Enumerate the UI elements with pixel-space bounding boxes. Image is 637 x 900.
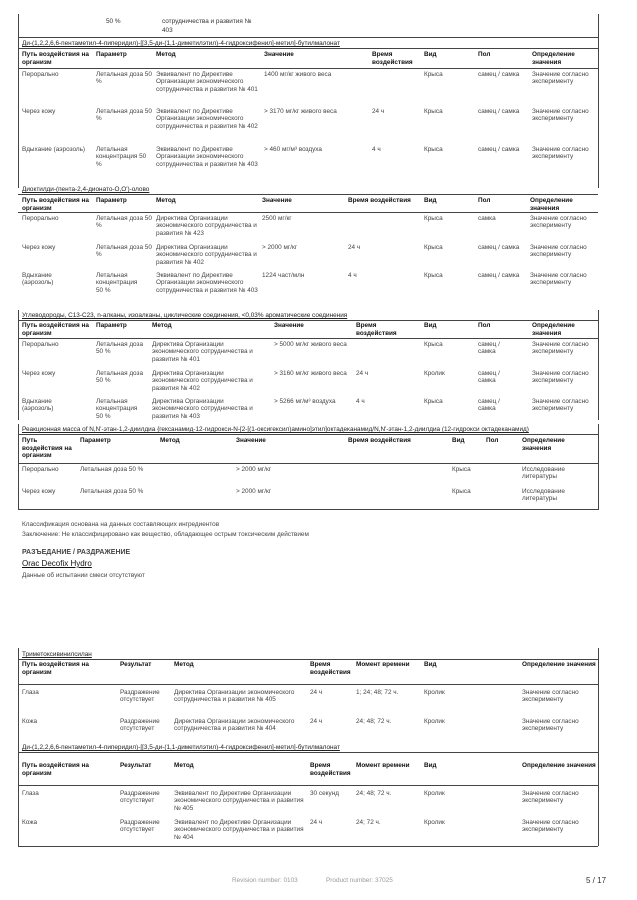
cell-determination: Значение согласно эксперименту (522, 790, 579, 805)
cell-time: 24 ч (356, 370, 369, 377)
col-species: Вид (424, 762, 437, 769)
cell-method: Директива Организации экономического сотрудничества и развития № 401 (152, 341, 253, 363)
col-species: Вид (424, 51, 437, 58)
cell-determination: Значение согласно эксперименту (522, 689, 579, 704)
cell-time: 24 ч (310, 689, 323, 696)
col-time: Время воздействия (356, 322, 397, 337)
col-sex: Пол (478, 51, 491, 58)
col-timepoint: Момент времени (356, 762, 410, 769)
no-data-note: Данные об испытании смеси отсутствуют (22, 572, 145, 579)
cell-route: Вдыхание (аэрозоль) (22, 398, 54, 413)
cell-value: 1224 част/млн (262, 272, 305, 279)
col-determination: Определение значения (530, 197, 573, 212)
cell-determination: Значение согласно эксперименту (522, 819, 579, 834)
col-result: Результат (120, 661, 152, 668)
cell-time: 24 ч (348, 244, 361, 251)
cell-species: Крыса (452, 488, 471, 495)
col-method: Метод (174, 661, 194, 668)
cell-sex: самец / самка (478, 370, 500, 385)
col-sex: Пол (478, 322, 491, 329)
col-determination: Определение значения (532, 322, 575, 337)
cell-route: Через кожу (22, 244, 56, 251)
cell-timepoint: 24; 48; 72 ч. (356, 718, 392, 725)
cell-method: Директива Организации экономического сотрудничества и развития № 423 (156, 215, 257, 237)
cell-time: 24 ч (310, 718, 323, 725)
cell-value: > 3170 мг/кг живого веса (264, 108, 337, 115)
cell-value: > 3160 мг/кг живого веса (274, 370, 347, 377)
cell-route: Кожа (22, 819, 38, 826)
cell-route: Глаза (22, 689, 39, 696)
cell-time: 30 секунд (310, 790, 339, 797)
cell-timepoint: 24; 48; 72 ч. (356, 790, 392, 797)
substance-name: Ди-(1,2,2,6,6-пентаметил-4-пиперидил)-[[3,5-ди-(1,1-диметилэтил)-4-гидроксифенил]-метил]-бутилмалонат (22, 40, 340, 47)
cell-method: Эквивалент по Директиве Организации экономического сотрудничества и развития № 405 (174, 790, 304, 812)
col-time: Время воздействия (348, 437, 411, 444)
cell-determination: Значение согласно эксперименту (530, 272, 587, 287)
substance-name: Триметоксивинилсилан (22, 651, 92, 658)
cell-parameter: Летальная доза 50 % (80, 488, 144, 495)
cell-result: Раздражение отсутствует (120, 790, 160, 805)
cell-species: Кролик (424, 689, 445, 696)
cell-determination: Исследование литературы (522, 466, 565, 481)
cell-determination: Значение согласно эксперименту (530, 215, 587, 230)
cell-time: 4 ч (372, 146, 381, 153)
cell-method: Эквивалент по Директиве Организации экономического сотрудничества и развития № 403 (156, 272, 258, 294)
col-species: Вид (424, 322, 437, 329)
cell-value: > 2000 мг/кг (236, 466, 272, 473)
cell-species: Кролик (424, 790, 445, 797)
col-value: Значение (262, 197, 292, 204)
cell-method: Директива Организации экономического сотрудничества и развития № 403 (152, 398, 253, 420)
cell-route: Кожа (22, 718, 38, 725)
cell-route: Перорально (22, 466, 59, 473)
cell-species: Крыса (424, 244, 443, 251)
revision-number: Revision number: 0103 (232, 877, 298, 884)
cell-method: Директива Организации экономического сотрудничества и развития № 402 (152, 370, 253, 392)
cell-value: > 5000 мг/кг живого веса (274, 341, 347, 348)
cell-determination: Значение согласно эксперименту (532, 108, 589, 123)
cell-parameter: Летальная концентрация 50 % (96, 272, 138, 294)
cell-determination: Значение согласно эксперименту (522, 718, 579, 733)
cell-determination: Значение согласно эксперименту (530, 244, 587, 259)
substance-name: Реакционная масса of N,N'-этан-1,2-диилдиа {гексанамид-12-гидрокси-N-[2-[(1-оксигексил)амино]этил]октадеканамид/N,N'-этан-1,2-диилдиа (12-гидрокси октадеканамид) (22, 426, 529, 433)
col-sex: Пол (478, 197, 491, 204)
col-time: Время воздействия (310, 661, 351, 676)
cell-determination: Значение согласно эксперименту (532, 146, 589, 161)
col-parameter: Параметр (96, 197, 127, 204)
cell-value: 1400 мг/кг живого веса (264, 71, 332, 78)
cell-method: Эквивалент по Директиве Организации экономического сотрудничества и развития № 401 (156, 71, 258, 93)
cell-method: Директива Организации экономического сотрудничества и развития № 405 (174, 689, 295, 704)
cell-value: > 460 мг/м³ воздуха (264, 146, 322, 153)
cell-species: Кролик (424, 370, 445, 377)
cell-time: 4 ч (356, 398, 365, 405)
col-route: Путь воздействия на организм (22, 322, 89, 337)
cell-parameter: Летальная концентрация 50 % (96, 398, 138, 420)
cell-route: Через кожу (22, 370, 56, 377)
col-sex: Пол (486, 437, 499, 444)
col-route: Путь воздействия на организм (22, 437, 72, 460)
section-title: РАЗЪЕДАНИЕ / РАЗДРАЖЕНИЕ (22, 549, 131, 556)
col-method: Метод (160, 437, 180, 444)
col-result: Результат (120, 762, 152, 769)
cell-parameter: Летальная доза 50 % (80, 466, 144, 473)
col-determination: Определение значения (532, 51, 575, 66)
cell-time: 24 ч (372, 108, 385, 115)
cell-determination: Значение согласно эксперименту (532, 71, 589, 86)
cell-value: > 2000 мг/кг (262, 244, 298, 251)
col-route: Путь воздействия на организм (22, 762, 89, 777)
col-method: Метод (156, 51, 176, 58)
col-parameter: Параметр (96, 51, 127, 58)
cell-route: Перорально (22, 215, 59, 222)
cell-parameter: Летальная доза 50 % (96, 215, 152, 230)
cell-timepoint: 1; 24; 48; 72 ч. (356, 689, 399, 696)
col-method: Метод (174, 762, 194, 769)
cell-species: Крыса (424, 71, 443, 78)
cell-timepoint: 24; 72 ч. (356, 819, 381, 826)
cell-value: > 5266 мг/м³ воздуха (274, 398, 336, 405)
cell-species: Крыса (424, 398, 443, 405)
classification-note: Классификация основана на данных составляющих ингредиентов (22, 521, 220, 528)
col-value: Значение (236, 437, 266, 444)
cell-determination: Исследование литературы (522, 488, 565, 503)
col-route: Путь воздействия на организм (22, 661, 89, 676)
col-parameter: Параметр (80, 437, 111, 444)
cell-parameter: Летальная концентрация 50 % (96, 146, 147, 168)
product-number: Product number: 37025 (326, 877, 393, 884)
cell-method: Эквивалент по Директиве Организации экономического сотрудничества и развития № 402 (156, 108, 258, 130)
cell-species: Кролик (424, 718, 445, 725)
cell-species: Крыса (424, 215, 443, 222)
page-number: 5 / 17 (586, 876, 607, 885)
substance-name: Углеводороды, C13-C23, n-алканы, изоалканы, циклические соединения, <0,03% ароматические соединения (22, 312, 348, 319)
col-species: Вид (452, 437, 465, 444)
cell-sex: самец / самка (478, 341, 500, 356)
conclusion-note: Заключение: Не классифицировано как вещество, обладающее острым токсическим действием (22, 531, 309, 538)
cell-sex: самка (478, 215, 496, 222)
cell-determination: Значение согласно эксперименту (532, 398, 589, 413)
cell-sex: самец / самка (478, 398, 500, 413)
cell-species: Крыса (424, 272, 443, 279)
cell-route: Перорально (22, 341, 59, 348)
cell-parameter: Летальная доза 50 % (96, 370, 144, 385)
cell-value: > 2000 мг/кг (236, 488, 272, 495)
col-species: Вид (424, 197, 437, 204)
col-value: Значение (264, 51, 294, 58)
cell-sex: самец / самка (478, 146, 520, 153)
cell-species: Кролик (424, 819, 445, 826)
cell-method: Директива Организации экономического сотрудничества и развития № 404 (174, 718, 295, 733)
cell-route: Через кожу (22, 108, 56, 115)
cell-method: Директива Организации экономического сотрудничества и развития № 402 (156, 244, 257, 266)
cell-determination: Значение согласно эксперименту (532, 341, 589, 356)
cell-parameter: Летальная доза 50 % (96, 341, 144, 356)
cell-parameter: Летальная доза 50 % (96, 108, 152, 123)
col-determination: Определение значения (522, 661, 596, 668)
cell-sex: самец / самка (478, 71, 520, 78)
cell-route: Через кожу (22, 488, 56, 495)
col-method: Метод (156, 197, 176, 204)
cell-determination: Значение согласно эксперименту (532, 370, 589, 385)
cell-species: Крыса (424, 341, 443, 348)
col-determination: Определение значения (522, 762, 596, 769)
cell-result: Раздражение отсутствует (120, 819, 160, 834)
cell-time: 24 ч (310, 819, 323, 826)
cell-route: Глаза (22, 790, 39, 797)
col-time: Время воздействия (310, 762, 351, 777)
cell-sex: самец / самка (478, 244, 520, 251)
product-name: Orac Decofix Hydro (22, 559, 92, 568)
col-timepoint: Момент времени (356, 661, 410, 668)
col-time: Время воздействия (348, 197, 411, 204)
cell-route: Перорально (22, 71, 59, 78)
cell-parameter: Летальная доза 50 % (96, 71, 152, 86)
top-fragment-param: 50 % (106, 18, 121, 25)
col-time: Время воздействия (372, 51, 413, 66)
cell-species: Крыса (424, 146, 443, 153)
col-method: Метод (152, 322, 172, 329)
cell-time: 4 ч (348, 272, 357, 279)
cell-result: Раздражение отсутствует (120, 689, 160, 704)
substance-name: Ди-(1,2,2,6,6-пентаметил-4-пиперидил)-[[3,5-ди-(1,1-диметилэтил)-4-гидроксифенил]-метил]-бутилмалонат (22, 744, 340, 751)
col-species: Вид (424, 661, 437, 668)
cell-sex: самец / самка (478, 272, 520, 279)
top-fragment-method: сотрудничества и развития № (162, 18, 252, 25)
cell-method: Эквивалент по Директиве Организации экономического сотрудничества и развития № 403 (156, 146, 258, 168)
cell-species: Крыса (452, 466, 471, 473)
substance-name: Диоктилди-(пента-2,4-дионато-O,O')-олово (22, 186, 150, 193)
cell-species: Крыса (424, 108, 443, 115)
cell-route: Вдыхание (аэрозоль) (22, 272, 54, 287)
cell-sex: самец / самка (478, 108, 520, 115)
col-value: Значение (274, 322, 304, 329)
col-route: Путь воздействия на организм (22, 197, 89, 212)
col-parameter: Параметр (96, 322, 127, 329)
cell-method: Эквивалент по Директиве Организации экономического сотрудничества и развития № 404 (174, 819, 304, 841)
top-fragment-method-2: 403 (162, 27, 173, 34)
cell-parameter: Летальная доза 50 % (96, 244, 152, 259)
col-determination: Определение значения (522, 437, 565, 452)
cell-value: 2500 мг/кг (262, 215, 292, 222)
col-route: Путь воздействия на организм (22, 51, 89, 66)
cell-result: Раздражение отсутствует (120, 718, 160, 733)
cell-route: Вдыхание (аэрозоль) (22, 146, 86, 153)
